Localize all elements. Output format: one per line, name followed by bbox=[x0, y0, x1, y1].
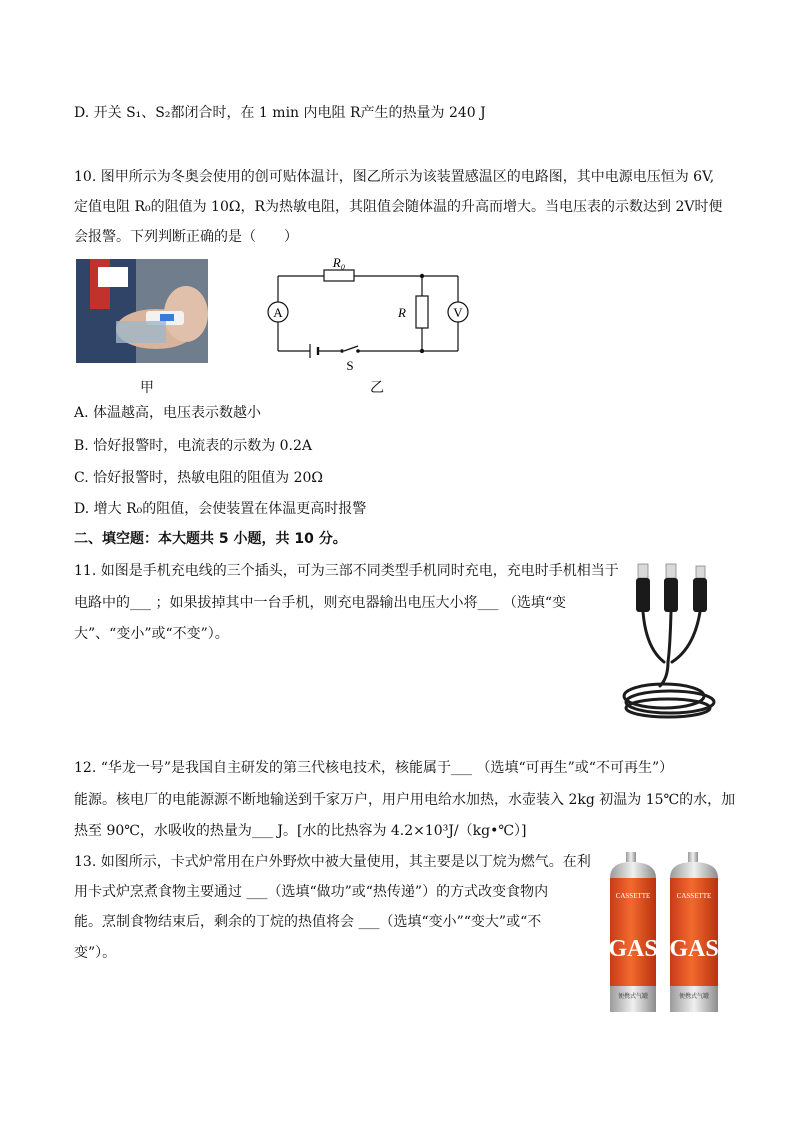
ammeter-label: A bbox=[273, 305, 283, 320]
can1-gas-text: GAS bbox=[608, 936, 658, 962]
r0-label: R₀ bbox=[332, 255, 346, 270]
q12-line3: 热至 90℃，水吸收的热量为___ J。[水的比热容为 4.2×10³J/（kg•℃）] bbox=[74, 823, 527, 839]
q9-option-d: D. 开关 S₁、S₂都闭合时，在 1 min 内电阻 R产生的热量为 240 J bbox=[74, 105, 486, 121]
q10-option-c: C. 恰好报警时，热敏电阻的阻值为 20Ω bbox=[74, 470, 323, 486]
q11-line2: 电路中的___ ；如果拔掉其中一台手机，则充电器输出电压大小将___ （选填“变 bbox=[74, 595, 567, 611]
q10-stem-line3: 会报警。下列判断正确的是（ ） bbox=[74, 229, 298, 245]
q11-line3: 大”、“变小”或“不变”）。 bbox=[74, 626, 229, 642]
q13-line4: 变”）。 bbox=[74, 945, 117, 961]
switch-label: S bbox=[346, 358, 354, 373]
q13-line2: 用卡式炉烹煮食物主要通过 ___（选填“做功”或“热传递”）的方式改变食物内 bbox=[74, 884, 549, 900]
q10-option-d: D. 增大 R₀的阻值，会使装置在体温更高时报警 bbox=[74, 501, 367, 517]
q13-line1: 13. 如图所示，卡式炉常用在户外野炊中被大量使用，其主要是以丁烷为燃气。在利 bbox=[74, 854, 591, 870]
can2-brand: CASSETTE bbox=[676, 892, 712, 900]
can2-gas-text: GAS bbox=[669, 936, 719, 962]
q10-option-a: A. 体温越高，电压表示数越小 bbox=[74, 405, 262, 421]
q10-option-b: B. 恰好报警时，电流表的示数为 0.2A bbox=[74, 438, 313, 454]
q12-line1: 12. “华龙一号”是我国自主研发的第三代核电技术，核能属于___ （选填“可再生”或“不可再生”） bbox=[74, 760, 674, 776]
q12-line2: 能源。核电厂的电能源源不断地输送到千家万户，用户用电给水加热，水壶装入 2kg 初温为 15℃的水，加 bbox=[74, 792, 736, 808]
can2-subtext: 便携式气罐 bbox=[678, 994, 710, 1000]
section-heading: 二、填空题：本大题共 5 小题，共 10 分。 bbox=[74, 531, 347, 547]
q13-line3: 能。烹制食物结束后，剩余的丁烷的热值将会 ___（选填“变小”“变大”或“不 bbox=[74, 914, 542, 930]
charging-cable-image bbox=[620, 558, 720, 720]
q11-line1: 11. 如图是手机充电线的三个插头，可为三部不同类型手机同时充电，充电时手机相当于 bbox=[74, 563, 619, 579]
voltmeter-label: V bbox=[453, 305, 463, 320]
r-label: R bbox=[398, 305, 406, 320]
can1-subtext: 便携式气罐 bbox=[617, 994, 649, 1000]
figure-jia-label: 甲 bbox=[140, 380, 154, 396]
gas-canisters-image bbox=[606, 850, 724, 1020]
q10-stem-line2: 定值电阻 R₀的阻值为 10Ω，R为热敏电阻，其阻值会随体温的升高而增大。当电压表的示数达到 2V时便 bbox=[74, 199, 723, 215]
figure-yi-label: 乙 bbox=[370, 380, 384, 396]
circuit-diagram bbox=[262, 250, 472, 375]
can1-brand: CASSETTE bbox=[615, 892, 651, 900]
thermometer-photo bbox=[76, 259, 208, 363]
q10-stem-line1: 10. 图甲所示为冬奥会使用的创可贴体温计，图乙所示为该装置感温区的电路图，其中电源电压恒为 6V, bbox=[74, 169, 715, 185]
